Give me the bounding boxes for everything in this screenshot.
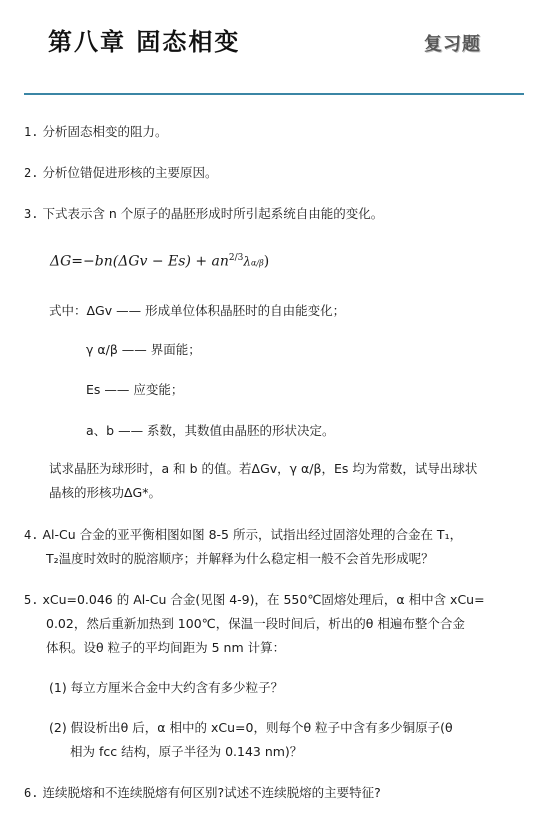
chapter-title: 第八章 固态相变 [48, 27, 241, 56]
question-text-line-1: xCu=0.046 的 Al-Cu 合金(见图 4-9)，在 550℃固熔处理后，α 相中含 xCu= [42, 592, 485, 607]
task-line-2: 晶核的形核功ΔG*。 [49, 485, 161, 500]
question-5-sub-2-line-2: 相为 fcc 结构，原子半径为 0.143 nm)？ [70, 744, 303, 759]
question-number: 6. [24, 786, 39, 800]
question-number: 3. [24, 207, 39, 221]
formula-equals: = [71, 253, 84, 270]
question-text: 下式表示含 n 个原子的晶胚形成时所引起系统自由能的变化。 [42, 206, 384, 221]
question-2 [24, 165, 217, 181]
question-text: 连续脱熔和不连续脱熔有何区别?试述不连续脱熔的主要特征? [42, 785, 381, 800]
question-number: 1. [24, 125, 39, 139]
question-number: 5. [24, 593, 39, 607]
question-3 [24, 206, 383, 222]
formula-exponent: 2/3 [228, 253, 244, 263]
formula-lambda-sub: α/β [251, 258, 264, 268]
question-text: 分析固态相变的阻力。 [42, 124, 168, 139]
question-5-line-2: 0.02，然后重新加热到 100℃，保温一段时间后，析出的θ 相遍布整个合金 [46, 616, 465, 631]
formula-close: ) [263, 253, 270, 270]
question-5-line-3: 体积。设θ 粒子的平均间距为 5 nm 计算： [46, 640, 286, 655]
formula-lhs: ΔG [50, 253, 72, 270]
formula-lambda: λ [243, 254, 251, 269]
question-text: 分析位错促进形核的主要原因。 [42, 165, 218, 180]
gamma-definition: γ α/β —— 界面能； [86, 342, 201, 357]
question-6 [24, 785, 381, 801]
review-badge: 复习题 [424, 34, 481, 55]
question-4 [24, 527, 462, 543]
task-line-1: 试求晶胚为球形时，a 和 b 的值。若ΔGv，γ α/β，Es 均为常数，试导出球状 [49, 461, 478, 476]
question-number: 2. [24, 166, 39, 180]
question-1 [24, 124, 167, 140]
question-4-line-2: T₂温度时效时的脱溶顺序；并解释为什么稳定相一般不会首先形成呢？ [46, 551, 434, 566]
question-5-sub-2-line-1: (2) 假设析出θ 后，α 相中的 xCu=0，则每个θ 粒子中含有多少铜原子(θ [49, 720, 453, 735]
where-intro: 式中：ΔGv —— 形成单位体积晶胚时的自由能变化； [49, 303, 346, 318]
ab-definition: a、b —— 系数，其数值由晶胚的形状决定。 [86, 423, 335, 438]
page-header [0, 0, 558, 96]
formula-body: −bn(ΔGv − Es) + an [83, 253, 229, 270]
es-definition: Es —— 应变能； [86, 382, 184, 397]
question-text-line-1: Al-Cu 合金的亚平衡相图如图 8-5 所示，试指出经过固溶处理的合金在 T₁， [42, 527, 463, 542]
question-5 [24, 592, 485, 608]
question-number: 4. [24, 528, 39, 542]
free-energy-formula [50, 253, 269, 270]
question-5-sub-1: (1) 每立方厘米合金中大约含有多少粒子？ [49, 680, 284, 695]
header-divider [24, 93, 524, 95]
